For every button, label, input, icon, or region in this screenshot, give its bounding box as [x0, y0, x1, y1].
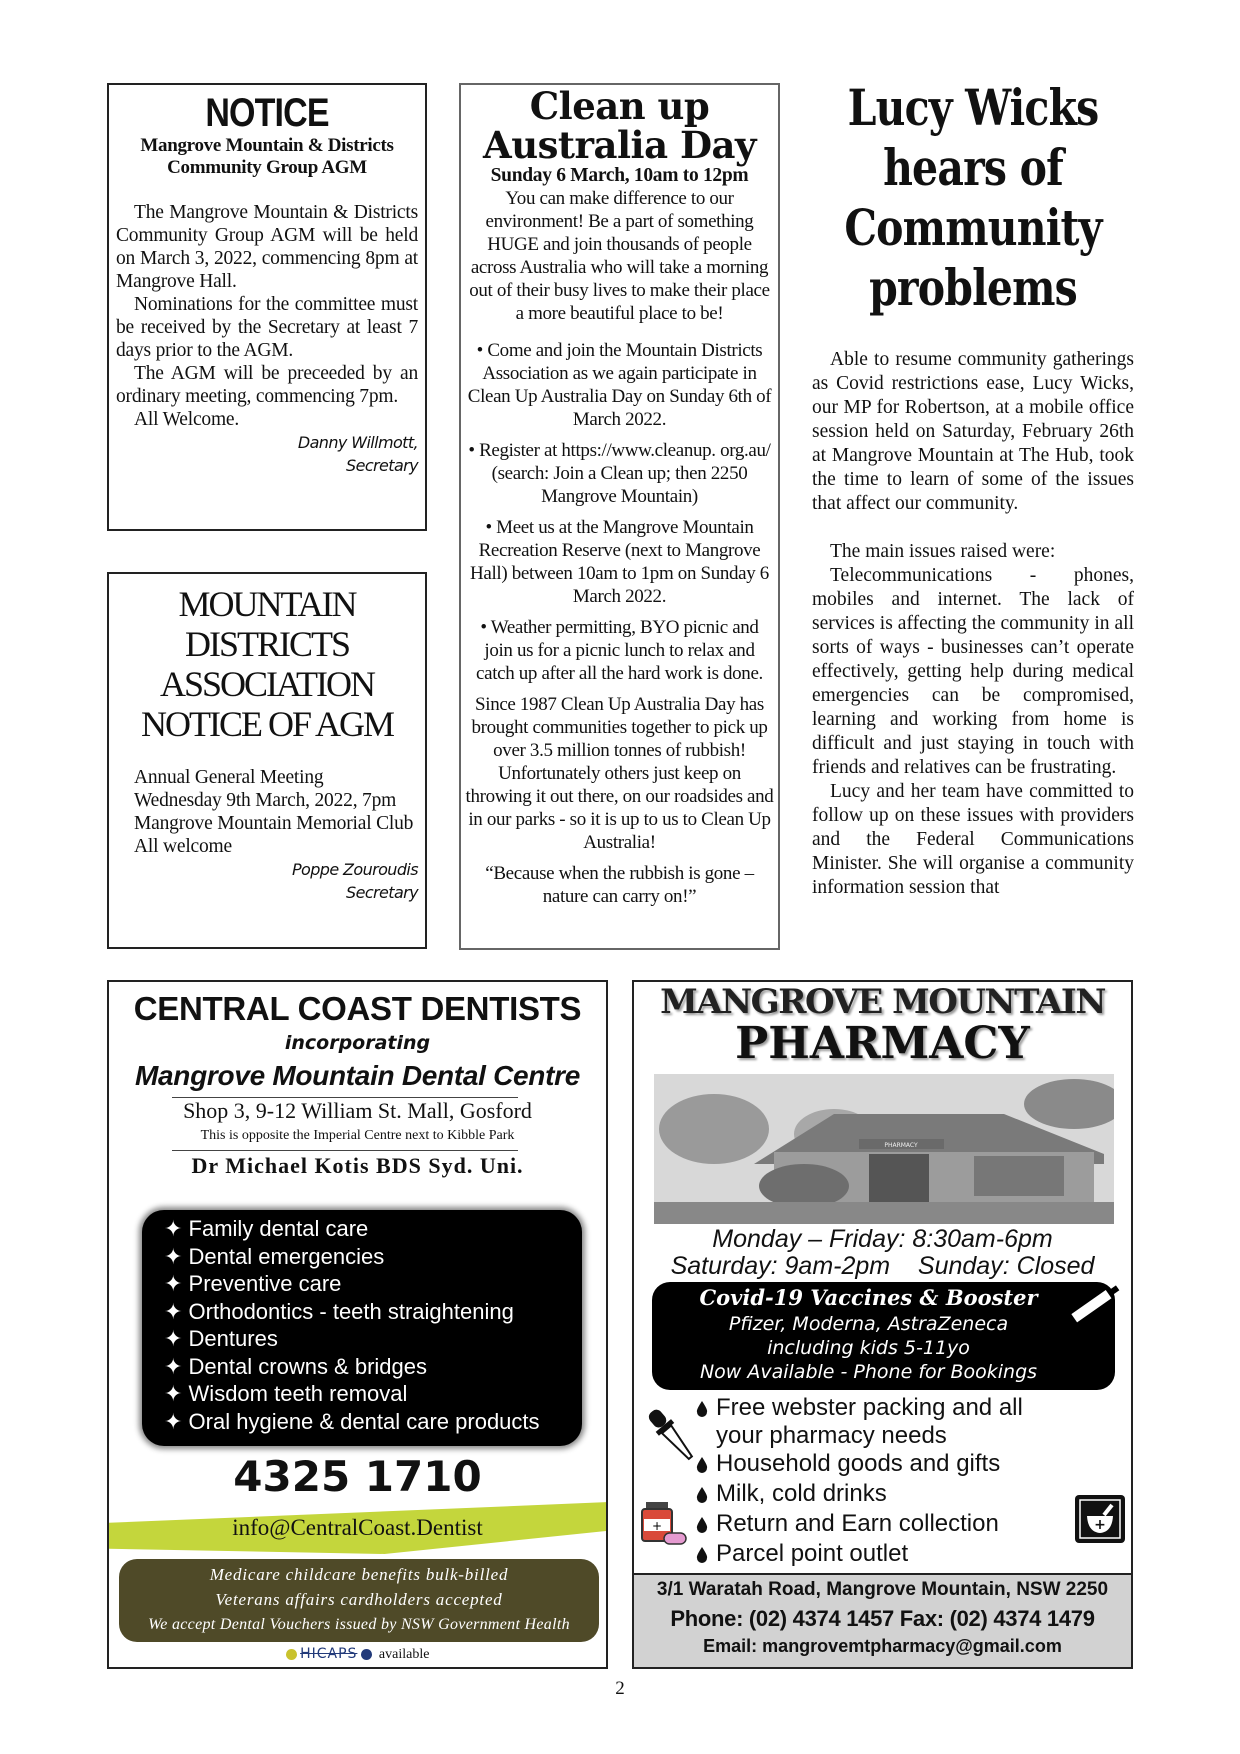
cleanup-paragraph: • Meet us at the Mangrove Mountain Recreation Reserve (next to Mangrove Hall) between 10am to 1pm on Sunday 6 March 2022.: [470, 517, 769, 607]
dentist-service-item: [164, 1353, 582, 1381]
covid-title: Covid-19 Vaccines & Booster: [699, 1285, 1038, 1310]
lucy-paragraph: Lucy and her team have committed to follow up on these issues with providers and the Federal Communications Minister. She will organise a community information session that: [812, 781, 1134, 898]
service-label: Dentures: [188, 1326, 278, 1351]
title-line: Clean up: [529, 84, 710, 128]
notice-paragraph: Nominations for the committee must be received by the Secretary at least 7 days prior to the AGM.: [116, 294, 418, 361]
headline-line: problems: [869, 258, 1077, 317]
dentist-service-item: [164, 1270, 582, 1298]
dropper-icon: [648, 1402, 698, 1472]
droplet-bullet-icon: [696, 1450, 708, 1480]
service-label: Dental emergencies: [188, 1243, 385, 1269]
mountain-paragraph: All welcome: [134, 836, 232, 857]
title-line: ASSOCIATION: [159, 664, 375, 704]
service-label: Wisdom teeth removal: [188, 1381, 408, 1406]
mountain-paragraph: Annual General Meeting: [134, 767, 324, 788]
mangrove-mountain-pharmacy-ad: [632, 980, 1133, 1669]
headline-line: Lucy Wicks: [847, 78, 1099, 137]
hicaps-plus-icon: [361, 1649, 372, 1660]
pharmacy-service-item: [696, 1540, 1065, 1570]
service-label: Household goods and gifts: [716, 1450, 1001, 1477]
title-line: Australia Day: [482, 123, 757, 167]
central-coast-dentists-ad: [107, 980, 608, 1669]
dentist-services-box: [142, 1210, 582, 1446]
mountain-districts-agm-notice: [107, 572, 427, 949]
droplet-bullet-icon: [696, 1510, 708, 1540]
notice-title: NOTICE: [205, 91, 329, 135]
service-label: Oral hygiene & dental care products: [188, 1408, 540, 1434]
dentist-service-item: [164, 1298, 582, 1326]
lucy-paragraph: Able to resume community gatherings as Covid restrictions ease, Lucy Wicks, our MP for Robertson, at a mobile office session held on Saturday, February 26th at Mangrove Mountain at The Hub, took the time to learn of some of the issues that affect our community.: [812, 349, 1134, 514]
dentist-service-item: [164, 1380, 582, 1408]
droplet-bullet-icon: [696, 1394, 708, 1450]
dentist-benefits-box: [119, 1559, 599, 1642]
star-bullet-icon: ✦: [164, 1216, 189, 1241]
benefit-line: Medicare childcare benefits bulk-billed: [209, 1565, 509, 1584]
star-bullet-icon: ✦: [164, 1243, 189, 1269]
mountain-paragraph: Mangrove Mountain Memorial Club: [134, 813, 414, 834]
dentist-email[interactable]: info@CentralCoast.Dentist: [232, 1515, 483, 1540]
dentist-service-item: [164, 1215, 582, 1243]
service-label: Milk, cold drinks: [716, 1480, 887, 1507]
service-label: Free webster packing and all your pharmacy needs: [716, 1394, 1023, 1449]
droplet-bullet-icon: [696, 1540, 708, 1570]
pharmacy-title-line1: MANGROVE MOUNTAIN: [660, 982, 1105, 1022]
service-label: Dental crowns & bridges: [188, 1353, 427, 1379]
dentist-address-note: This is opposite the Imperial Centre next to Kibble Park: [200, 1128, 515, 1143]
cleanup-title: [465, 84, 774, 167]
service-label: Preventive care: [188, 1271, 342, 1296]
headline-line: hears of: [883, 138, 1063, 197]
mountain-signature-role: Secretary: [346, 883, 418, 902]
lucy-headline: [808, 78, 1138, 318]
dentist-incorporating: incorporating: [284, 1032, 431, 1054]
notice-signature-name: Danny Willmott,: [297, 433, 418, 452]
star-bullet-icon: ✦: [164, 1326, 189, 1351]
dentist-doctor: Dr Michael Kotis BDS Syd. Uni.: [191, 1153, 524, 1178]
cleanup-register-link[interactable]: • Register at https://www.cleanup. org.au/ (search: Join a Clean up; then 2250 Mangrove Mountain): [468, 440, 771, 507]
cleanup-paragraph: • Come and join the Mountain Districts Association as we again participate in Clean Up Australia Day on Sunday 6th of March 2022.: [467, 340, 772, 430]
page-number: 2: [615, 1678, 625, 1699]
cleanup-date: Sunday 6 March, 10am to 12pm: [490, 165, 749, 186]
syringe-icon: [1052, 1272, 1132, 1342]
notice-subtitle: Mangrove Mountain & Districts Community Group AGM: [140, 135, 394, 178]
notice-signature-role: Secretary: [346, 456, 418, 475]
photo-sign-text: PHARMACY: [884, 1142, 918, 1149]
title-line: DISTRICTS: [184, 624, 350, 664]
pharmacy-title-line2: PHARMACY: [735, 1018, 1030, 1069]
hicaps-note: available: [378, 1647, 430, 1662]
star-bullet-icon: ✦: [164, 1271, 189, 1296]
hicaps-row: [109, 1646, 606, 1663]
service-label: Parcel point outlet: [716, 1540, 909, 1567]
dentist-subtitle: Mangrove Mountain Dental Centre: [135, 1060, 580, 1091]
lucy-paragraph: The main issues raised were:: [830, 541, 1056, 562]
pharmacy-service-item: [696, 1510, 1065, 1540]
star-bullet-icon: ✦: [164, 1353, 189, 1379]
hicaps-plus-icon: [286, 1649, 297, 1660]
covid-line: Pfizer, Moderna, AstraZeneca: [728, 1313, 1009, 1335]
medicine-bottle-icon: [640, 1500, 690, 1550]
hicaps-logo: HICAPS: [300, 1646, 358, 1662]
dentist-address: Shop 3, 9-12 William St. Mall, Gosford: [183, 1098, 532, 1123]
notice-paragraph: The Mangrove Mountain & Districts Community Group AGM will be held on March 3, 2022, commencing 8pm at Mangrove Hall.: [116, 202, 418, 292]
benefit-line: Veterans affairs cardholders accepted: [215, 1590, 503, 1609]
dentist-service-item: [164, 1243, 582, 1271]
notice-community-group-agm: [107, 83, 427, 531]
pharmacy-services-list: [696, 1394, 1065, 1570]
service-label: Orthodontics - teeth straightening: [188, 1298, 514, 1324]
pharmacy-phone-fax[interactable]: Phone: (02) 4374 1457 Fax: (02) 4374 1479: [670, 1606, 1095, 1631]
title-line: MOUNTAIN: [178, 584, 356, 624]
svg-text:+: +: [651, 1519, 663, 1533]
mountain-notice-title: [116, 584, 418, 744]
service-label: Return and Earn collection: [716, 1510, 999, 1537]
star-bullet-icon: ✦: [164, 1298, 189, 1324]
lucy-wicks-article: [812, 78, 1134, 948]
cleanup-paragraph: You can make difference to our environment! Be a part of something HUGE and join thousands of people across Australia who will take a morning out of their busy lives to make their place a more beautiful place to be!: [469, 188, 770, 324]
star-bullet-icon: ✦: [164, 1381, 189, 1406]
pharmacy-address: 3/1 Waratah Road, Mangrove Mountain, NSW 2250: [656, 1579, 1109, 1600]
notice-paragraph: All Welcome.: [134, 409, 240, 430]
dentist-phone[interactable]: 4325 1710: [233, 1452, 482, 1501]
pharmacy-service-item: [696, 1450, 1065, 1480]
svg-text:+: +: [1094, 1517, 1106, 1533]
pharmacy-service-item: [696, 1480, 1065, 1510]
covid-vaccine-banner: [652, 1282, 1115, 1390]
dentist-service-item: [164, 1325, 582, 1353]
headline-line: Community: [844, 198, 1102, 257]
cleanup-paragraph: Since 1987 Clean Up Australia Day has brought communities together to pick up over 3.5 million tonnes of rubbish! Unfortunately others just keep on throwing it out there, on our roadsides and in our parks - so it is up to us to Clean Up Australia!: [465, 694, 774, 853]
hours-saturday: Saturday: 9am-2pm: [670, 1252, 891, 1280]
cleanup-paragraph: • Weather permitting, BYO picnic and join us for a picnic lunch to relax and catch up after all the hard work is done.: [476, 617, 763, 684]
service-label: Family dental care: [188, 1216, 369, 1241]
hours-sunday: Sunday: Closed: [917, 1252, 1095, 1280]
covid-line: Now Available - Phone for Bookings: [699, 1361, 1038, 1383]
pharmacy-email[interactable]: Email: mangrovemtpharmacy@gmail.com: [703, 1636, 1062, 1656]
title-line: NOTICE OF AGM: [140, 704, 393, 744]
pharmacy-service-item: [696, 1394, 1065, 1450]
cleanup-quote: “Because when the rubbish is gone – nature can carry on!”: [485, 863, 754, 907]
mountain-signature-name: Poppe Zouroudis: [291, 860, 418, 879]
benefit-line: We accept Dental Vouchers issued by NSW Government Health: [148, 1616, 570, 1633]
mountain-paragraph: Wednesday 9th March, 2022, 7pm: [134, 790, 397, 811]
dentist-service-item: [164, 1408, 582, 1436]
star-bullet-icon: ✦: [164, 1408, 189, 1434]
droplet-bullet-icon: [696, 1480, 708, 1510]
pharmacy-hours-weekday: Monday – Friday: 8:30am-6pm: [712, 1225, 1053, 1253]
mortar-pestle-icon: [1074, 1494, 1126, 1544]
dentist-title: CENTRAL COAST DENTISTS: [133, 990, 582, 1027]
clean-up-australia-day-article: [459, 83, 780, 950]
covid-line: including kids 5-11yo: [767, 1337, 970, 1359]
divider: [172, 1150, 518, 1151]
pharmacy-contact-footer: [634, 1573, 1131, 1667]
lucy-paragraph: Telecommunications - phones, mobiles and internet. The lack of services is affecting the community in all sorts of ways - businesses can’t operate effectively, getting help during medical emergencies can be compromised, learning and working from home is difficult and just staying in touch with friends and relatives can be frustrating.: [812, 565, 1134, 778]
notice-paragraph: The AGM will be preceeded by an ordinary meeting, commencing 7pm.: [116, 363, 418, 407]
pharmacy-building-photo: [654, 1074, 1114, 1224]
